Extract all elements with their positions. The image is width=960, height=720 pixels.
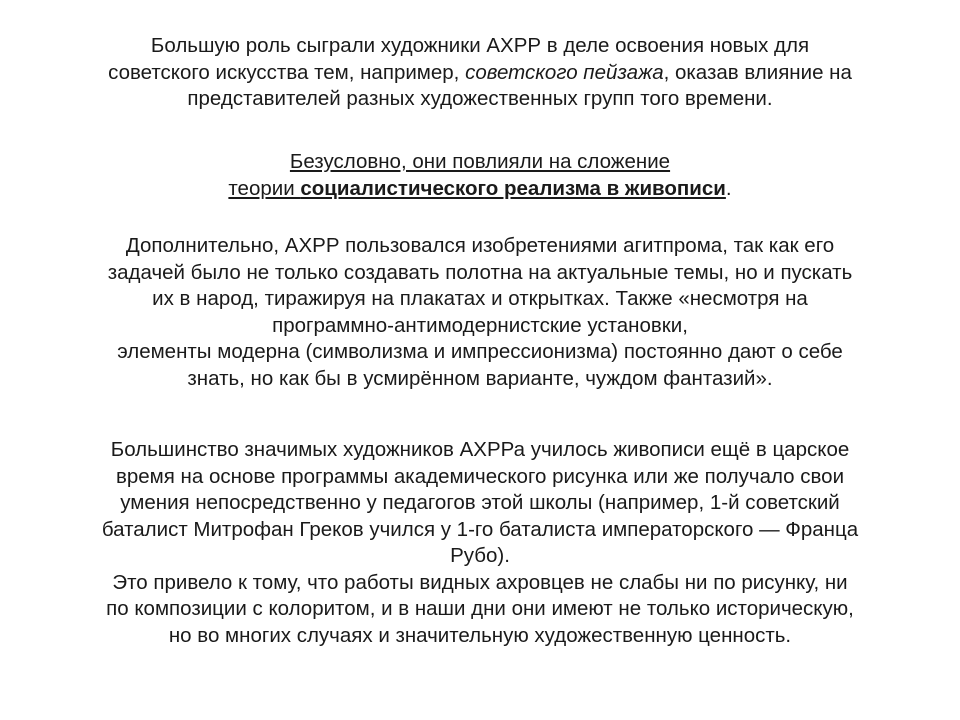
text-line: умения непосредственно у педагогов этой школы (например, 1-й советский: [120, 491, 840, 514]
text-segment: теории: [228, 176, 301, 200]
socialist-realism-link-part-2[interactable]: [228, 177, 726, 200]
socialist-realism-link-part-1[interactable]: Безусловно, они повлияли на сложение: [289, 150, 671, 173]
paragraph-akhrr-landscape: [0, 33, 960, 113]
text-line: Большинство значимых художников АХРРа училось живописи ещё в царское: [110, 438, 850, 461]
italic-phrase-soviet-landscape: советского пейзажа: [465, 60, 664, 84]
text-line: по композиции с колоритом, и в наши дни они имеют не только историческую,: [106, 597, 854, 620]
text-line: время на основе программы академического рисунка или же получало свои: [115, 464, 845, 488]
paragraph-agitprop: [0, 233, 960, 392]
bold-phrase-socialist-realism: социалистического реализма в живописи: [300, 176, 726, 200]
text-line: но во многих случаях и значительную художественную ценность.: [168, 623, 792, 647]
paragraph-academic-training: [0, 437, 960, 649]
text-line: [0, 60, 960, 87]
text-line: знать, но как бы в усмирённом варианте, чуждом фантазий».: [187, 366, 773, 390]
text-line: их в народ, тиражируя на плакатах и открытках. Также «несмотря на: [152, 287, 808, 310]
text-segment: , оказав влияние на: [663, 60, 852, 84]
text-line: программно-антимодернистские установки,: [272, 313, 688, 337]
text-line: элементы модерна (символизма и импрессионизма) постоянно дают о себе: [117, 340, 843, 363]
text-line: баталист Митрофан Греков учился у 1-го баталиста императорского — Франца: [101, 517, 859, 541]
text-line: Дополнительно, АХРР пользовался изобретениями агитпрома, так как его: [125, 234, 835, 257]
text-line: Рубо).: [450, 544, 510, 567]
text-segment: .: [725, 176, 732, 200]
text-segment: советского искусства тем, например,: [108, 60, 466, 84]
text-line: [0, 149, 960, 176]
text-line: [0, 176, 960, 203]
text-line: задачей было не только создавать полотна на актуальные темы, но и пускать: [107, 260, 853, 284]
text-line: представителей разных художественных групп того времени.: [187, 87, 773, 110]
text-line: Это привело к тому, что работы видных ахровцев не слабы ни по рисунку, ни: [112, 570, 848, 594]
text-line: Большую роль сыграли художники АХРР в деле освоения новых для: [150, 34, 810, 57]
paragraph-socialist-realism: [0, 149, 960, 202]
